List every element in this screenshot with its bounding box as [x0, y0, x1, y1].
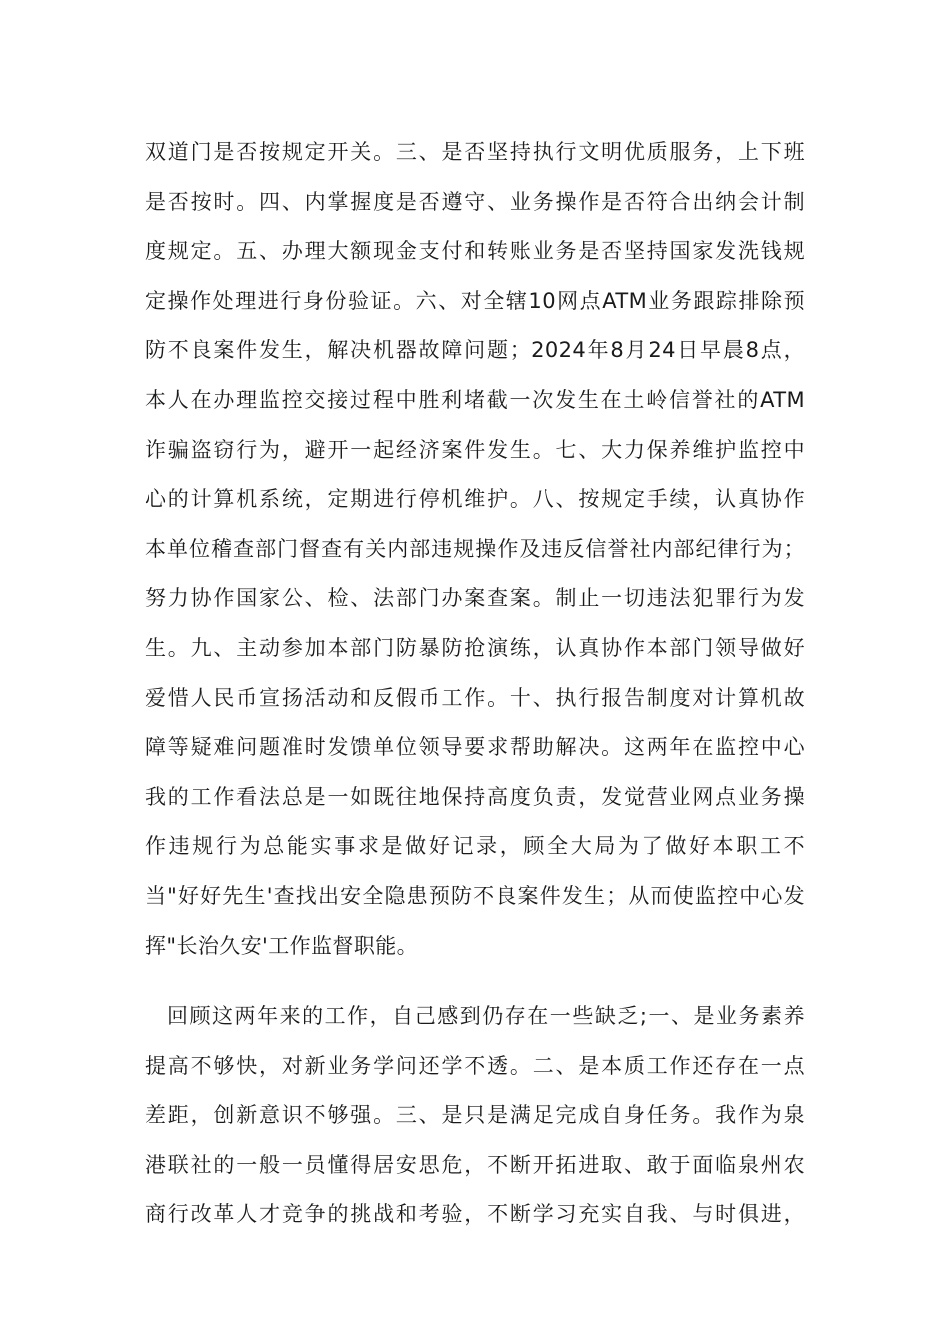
text-line: 爱惜人民币宣扬活动和反假币工作。十、执行报告制度对计算机故 — [145, 685, 805, 710]
paragraph-review — [145, 992, 805, 1240]
text-line: 提高不够快，对新业务学问还学不透。二、是本质工作还存在一点 — [145, 1053, 805, 1078]
text-line: 定操作处理进行身份验证。六、对全辖10网点ATM业务跟踪排除预 — [145, 288, 805, 313]
text-line: 本人在办理监控交接过程中胜利堵截一次发生在土岭信誉社的ATM — [145, 387, 805, 412]
text-line: 障等疑难问题准时发馈单位领导要求帮助解决。这两年在监控中心 — [145, 735, 805, 760]
text-line: 心的计算机系统，定期进行停机维护。八、按规定手续，认真协作 — [145, 487, 805, 512]
text-line: 努力协作国家公、检、法部门办案查案。制止一切违法犯罪行为发 — [145, 586, 805, 611]
text-line: 商行改革人才竞争的挑战和考验，不断学习充实自我、与时俱进， — [145, 1202, 805, 1227]
text-line: 度规定。五、办理大额现金支付和转账业务是否坚持国家发洗钱规 — [145, 239, 805, 264]
text-line: 双道门是否按规定开关。三、是否坚持执行文明优质服务，上下班 — [145, 140, 805, 164]
text-line: 挥"长治久安'工作监督职能。 — [145, 933, 419, 958]
text-line: 作违规行为总能实事求是做好记录，顾全大局为了做好本职工不 — [145, 834, 805, 859]
text-line: 我的工作看法总是一如既往地保持高度负责，发觉营业网点业务操 — [145, 784, 805, 809]
text-line: 本单位稽查部门督查有关内部违规操作及违反信誉社内部纪律行为； — [145, 536, 805, 561]
paragraph-work-duties — [145, 128, 805, 971]
text-line: 差距，创新意识不够强。三、是只是满足完成自身任务。我作为泉 — [145, 1103, 805, 1128]
text-line: 当"好好先生'查找出安全隐患预防不良案件发生；从而使监控中心发 — [145, 883, 805, 908]
text-line: 生。九、主动参加本部门防暴防抢演练，认真协作本部门领导做好 — [145, 635, 805, 660]
text-line: 回顾这两年来的工作，自己感到仍存在一些缺乏;一、是业务素养 — [167, 1004, 805, 1028]
text-line: 防不良案件发生，解决机器故障问题；2024年8月24日早晨8点， — [145, 338, 805, 363]
text-line: 港联社的一般一员懂得居安思危，不断开拓进取、敢于面临泉州农 — [145, 1152, 805, 1177]
text-line: 诈骗盗窃行为，避开一起经济案件发生。七、大力保养维护监控中 — [145, 437, 805, 462]
text-line: 是否按时。四、内掌握度是否遵守、业务操作是否符合出纳会计制 — [145, 189, 805, 214]
